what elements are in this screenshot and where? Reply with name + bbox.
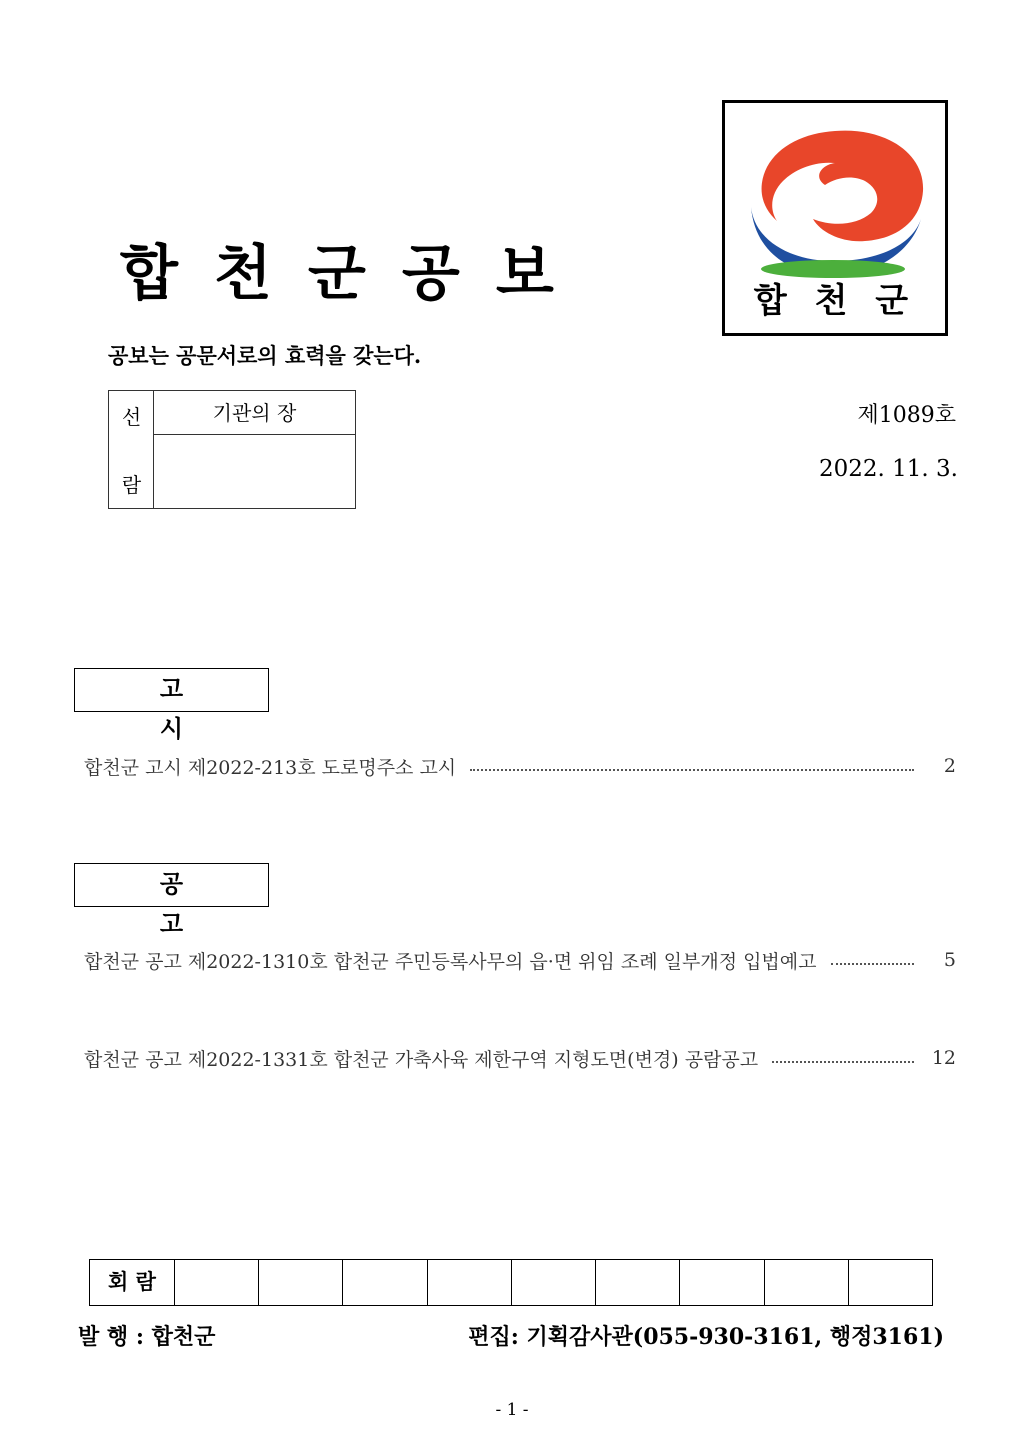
publisher: 발 행 : 합천군 xyxy=(78,1324,216,1350)
signature-cell xyxy=(512,1260,596,1305)
section-heading-announcement: 공 고 xyxy=(74,863,269,907)
circulation-header: 기관의 장 xyxy=(154,391,355,435)
section-heading-notice: 고 시 xyxy=(74,668,269,712)
toc-item[interactable] xyxy=(84,945,956,975)
signature-cell xyxy=(259,1260,343,1305)
circulation-label-top: 선 xyxy=(121,405,142,429)
bulletin-subtitle: 공보는 공문서로의 효력을 갖는다. xyxy=(108,343,422,368)
toc-leader xyxy=(831,963,915,965)
circulation-box xyxy=(108,390,356,509)
editor-contact: 편집: 기획감사관(055-930-3161, 행정3161) xyxy=(468,1324,944,1350)
circulation-row xyxy=(89,1259,933,1306)
signature-cell xyxy=(849,1260,932,1305)
toc-item-page: 5 xyxy=(943,949,956,971)
toc-item-page: 12 xyxy=(931,1047,956,1069)
signature-cell xyxy=(343,1260,427,1305)
hapcheon-logo xyxy=(722,100,948,336)
page-number: - 1 - xyxy=(495,1400,529,1420)
toc-item-label: 합천군 공고 제2022-1331호 합천군 가축사육 제한구역 지형도면(변경) 공람공고 xyxy=(84,1048,759,1071)
logo-text: 합 천 군 xyxy=(753,281,917,321)
toc-leader xyxy=(470,769,914,771)
toc-leader xyxy=(772,1061,914,1063)
issue-date: 2022. 11. 3. xyxy=(819,456,958,482)
signature-cell xyxy=(428,1260,512,1305)
circulation-label-bottom: 람 xyxy=(121,473,142,497)
toc-item[interactable] xyxy=(84,1043,956,1073)
bulletin-title: 합천군공보 xyxy=(120,239,590,309)
toc-item-label: 합천군 공고 제2022-1310호 합천군 주민등록사무의 읍·면 위임 조례 일부개정 입법예고 xyxy=(84,950,817,973)
toc-item-page: 2 xyxy=(943,755,956,777)
signature-cell xyxy=(765,1260,849,1305)
signature-cell xyxy=(596,1260,680,1305)
toc-item-label: 합천군 고시 제2022-213호 도로명주소 고시 xyxy=(84,756,457,779)
toc-item[interactable] xyxy=(84,751,956,781)
issue-number: 제1089호 xyxy=(857,403,956,428)
signature-cell xyxy=(680,1260,764,1305)
signature-cell xyxy=(175,1260,259,1305)
circulation-row-label: 회 람 xyxy=(90,1260,175,1305)
